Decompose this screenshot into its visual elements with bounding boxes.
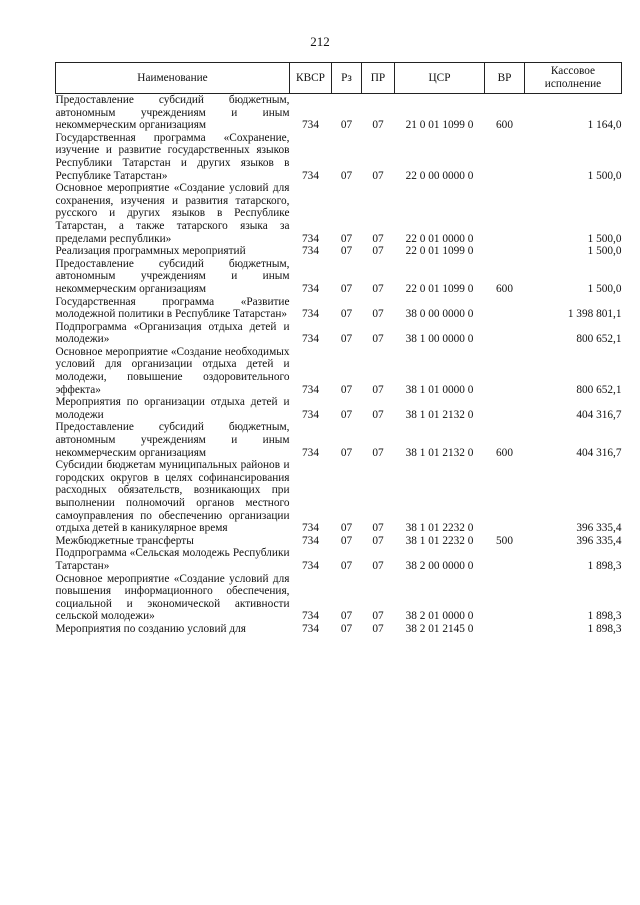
column-header-rz: Рз	[332, 63, 362, 94]
row-rz: 07	[340, 534, 353, 547]
row-vr	[485, 623, 525, 636]
row-rz: 07	[340, 119, 353, 132]
row-pr: 07	[372, 534, 384, 547]
row-vr: 500	[496, 534, 513, 547]
row-amount: 404 316,7	[576, 408, 622, 421]
row-csr: 38 1 01 0000 0	[405, 383, 474, 396]
row-csr: 22 0 01 0000 0	[405, 232, 474, 245]
row-csr: 38 2 01 0000 0	[405, 610, 474, 623]
row-pr: 07	[372, 446, 384, 459]
row-amount: 1 500,0	[587, 232, 622, 245]
row-name: Государственная программа «Сохранение, изучение и развитие государственных языков Республики Татарстан и других языков в Республике Татарстан»	[55, 131, 290, 182]
row-name: Основное мероприятие «Создание необходимых условий для организации отдыха детей и молодежи, повышение оздоровительного эффекта»	[55, 345, 290, 396]
row-rz: 07	[340, 522, 353, 535]
row-kvsr: 734	[302, 522, 319, 535]
row-csr: 38 1 01 2132 0	[405, 446, 474, 459]
row-amount: 1 898,3	[587, 622, 622, 635]
table-row	[56, 573, 622, 623]
row-vr	[485, 321, 525, 346]
table-row	[56, 132, 622, 182]
row-kvsr: 734	[302, 383, 319, 396]
row-name: Подпрограмма «Сельская молодежь Республики Татарстан»	[55, 547, 290, 572]
row-name: Предоставление субсидий бюджетным, автономным учреждениям и иным некоммерческим организациям	[55, 257, 290, 295]
row-rz: 07	[340, 622, 353, 635]
row-csr: 38 1 00 0000 0	[405, 333, 474, 346]
row-vr: 600	[496, 446, 513, 459]
row-rz: 07	[340, 408, 353, 421]
row-csr: 21 0 01 1099 0	[405, 119, 474, 132]
row-pr: 07	[372, 622, 384, 635]
row-rz: 07	[340, 169, 353, 182]
row-csr: 38 1 01 2232 0	[405, 522, 474, 535]
row-amount: 404 316,7	[576, 446, 622, 459]
row-vr	[485, 296, 525, 321]
row-pr: 07	[372, 559, 384, 572]
row-csr: 38 1 01 2232 0	[405, 534, 474, 547]
row-vr	[485, 346, 525, 396]
table-row	[56, 535, 622, 548]
row-rz: 07	[340, 308, 353, 321]
row-rz: 07	[340, 446, 353, 459]
table-row	[56, 258, 622, 296]
column-header-amount: Кассовое исполнение	[525, 63, 622, 94]
table-row	[56, 346, 622, 396]
row-pr: 07	[372, 232, 384, 245]
row-name: Предоставление субсидий бюджетным, автономным учреждениям и иным некоммерческим организациям	[55, 421, 290, 459]
row-vr	[485, 573, 525, 623]
row-pr: 07	[372, 522, 384, 535]
row-kvsr: 734	[302, 446, 319, 459]
row-amount: 1 500,0	[587, 169, 622, 182]
table-row	[56, 245, 622, 258]
row-amount: 1 898,3	[587, 610, 622, 623]
row-pr: 07	[372, 282, 384, 295]
row-vr	[485, 547, 525, 572]
column-header-csr: ЦСР	[395, 63, 485, 94]
table-body	[56, 94, 622, 636]
row-csr: 38 2 01 2145 0	[405, 622, 474, 635]
column-header-vr: ВР	[485, 63, 525, 94]
row-vr	[485, 459, 525, 535]
table-row	[56, 94, 622, 132]
row-kvsr: 734	[302, 282, 319, 295]
row-kvsr: 734	[302, 610, 319, 623]
row-rz: 07	[340, 559, 353, 572]
row-kvsr: 734	[302, 622, 319, 635]
column-header-kvsr: КВСР	[290, 63, 332, 94]
row-amount: 800 652,1	[576, 333, 622, 346]
row-vr	[485, 182, 525, 245]
row-kvsr: 734	[302, 169, 319, 182]
row-kvsr: 734	[302, 232, 319, 245]
row-name: Подпрограмма «Организация отдыха детей и молодежи»	[55, 320, 290, 346]
row-kvsr: 734	[302, 534, 319, 547]
row-rz: 07	[340, 383, 353, 396]
row-name: Мероприятия по организации отдыха детей и молодежи	[55, 396, 290, 421]
row-pr: 07	[372, 408, 384, 421]
row-amount: 1 500,0	[587, 282, 622, 295]
row-pr: 07	[372, 308, 384, 321]
row-pr: 07	[372, 333, 384, 346]
row-name: Основное мероприятие «Создание условий для сохранения, изучения и развития татарского, русского и других языков в Республике Татарстан, а также татарского языка за пределами республики»	[55, 182, 290, 245]
table-row	[56, 547, 622, 572]
row-rz: 07	[340, 282, 353, 295]
row-rz: 07	[340, 333, 353, 346]
column-header-pr: ПР	[362, 63, 395, 94]
row-kvsr: 734	[302, 559, 319, 572]
row-rz: 07	[340, 245, 353, 258]
row-pr: 07	[372, 383, 384, 396]
row-csr: 38 2 00 0000 0	[405, 559, 474, 572]
row-name: Государственная программа «Развитие молодежной политики в Республике Татарстан»	[55, 295, 290, 321]
row-pr: 07	[372, 119, 384, 132]
row-amount: 1 500,0	[587, 245, 622, 258]
row-kvsr: 734	[302, 408, 319, 421]
row-name: Предоставление субсидий бюджетным, автономным учреждениям и иным некоммерческим организациям	[55, 94, 290, 132]
row-vr: 600	[496, 282, 513, 295]
table-row	[56, 321, 622, 346]
row-pr: 07	[372, 245, 384, 258]
table-row	[56, 396, 622, 421]
row-vr	[485, 245, 525, 258]
table-row	[56, 623, 622, 636]
row-csr: 22 0 01 1099 0	[405, 245, 474, 258]
table-row	[56, 421, 622, 459]
column-header-name: Наименование	[56, 63, 290, 94]
row-kvsr: 734	[302, 333, 319, 346]
row-amount: 1 898,3	[587, 559, 622, 572]
row-kvsr: 734	[302, 308, 319, 321]
row-amount: 1 164,0	[587, 119, 622, 132]
table-row	[56, 182, 622, 245]
row-vr: 600	[496, 119, 513, 132]
row-name: Субсидии бюджетам муниципальных районов и городских округов в целях софинансирования расходных обязательств, возникающих при выполнении полномочий органов местного самоуправления по обеспечению организации отдыха детей в каникулярное время	[55, 459, 290, 535]
row-kvsr: 734	[302, 119, 319, 132]
row-name: Межбюджетные трансферты	[55, 534, 194, 547]
row-name: Реализация программных мероприятий	[55, 245, 246, 258]
row-vr	[485, 132, 525, 182]
row-rz: 07	[340, 610, 353, 623]
row-name: Мероприятия по созданию условий для	[55, 622, 246, 635]
row-csr: 38 1 01 2132 0	[405, 408, 474, 421]
table-row	[56, 459, 622, 535]
row-amount: 800 652,1	[576, 383, 622, 396]
table-row	[56, 296, 622, 321]
row-csr: 38 0 00 0000 0	[405, 308, 474, 321]
row-pr: 07	[372, 169, 384, 182]
row-name: Основное мероприятие «Создание условий для повышения информационного обеспечения, социальной и экономической активности сельской молодежи»	[55, 572, 290, 623]
row-amount: 1 398 801,1	[567, 308, 622, 321]
row-amount: 396 335,4	[576, 534, 622, 547]
row-amount: 396 335,4	[576, 522, 622, 535]
row-vr	[485, 396, 525, 421]
row-rz: 07	[340, 232, 353, 245]
row-kvsr: 734	[302, 245, 319, 258]
row-csr: 22 0 01 1099 0	[405, 282, 474, 295]
page-number: 212	[310, 34, 330, 49]
budget-table	[55, 62, 622, 636]
table-header-row	[56, 63, 622, 94]
row-csr: 22 0 00 0000 0	[405, 169, 474, 182]
row-pr: 07	[372, 610, 384, 623]
